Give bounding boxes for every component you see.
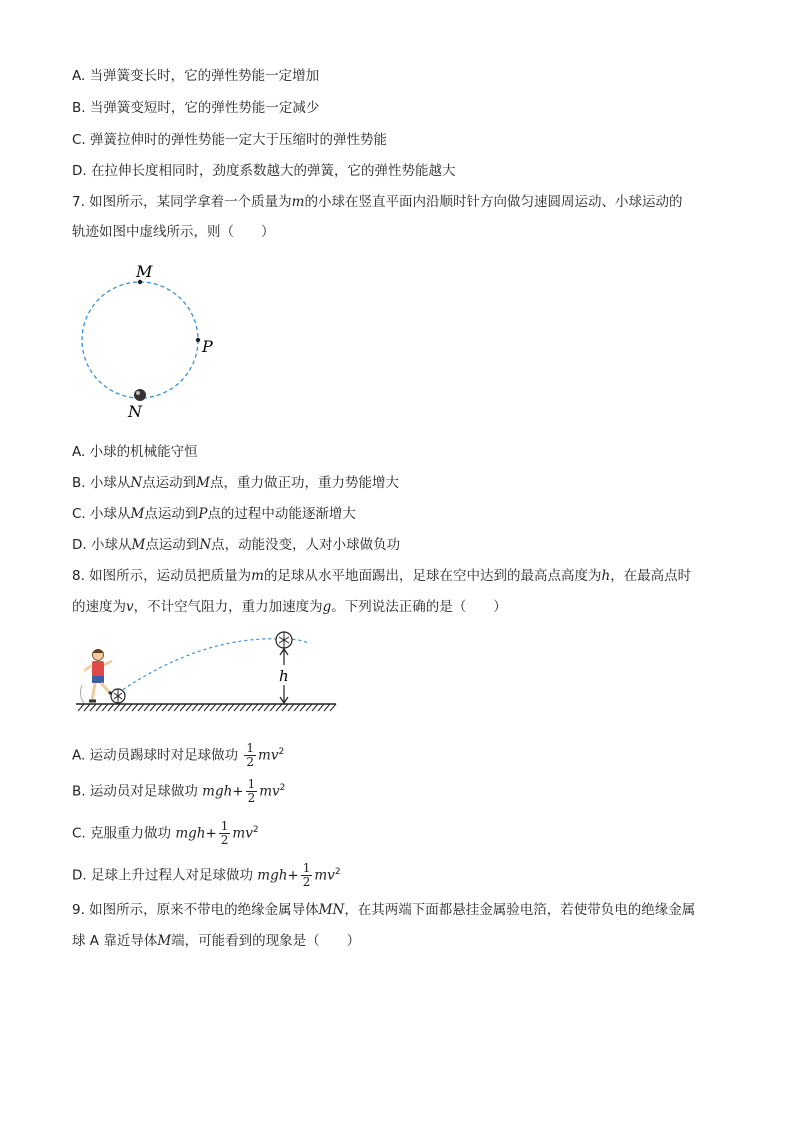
q6-option-a: A. 当弹簧变长时，它的弹性势能一定增加 xyxy=(72,68,320,84)
q8-stem-line2: 的速度为v，不计空气阻力，重力加速度为g。下列说法正确的是（ ） xyxy=(72,599,507,615)
ground-hatch xyxy=(78,704,336,711)
q7-option-c: C. 小球从M点运动到P点的过程中动能逐渐增大 xyxy=(72,506,356,522)
q6-option-d: D. 在拉伸长度相同时，劲度系数越大的弹簧，它的弹性势能越大 xyxy=(72,163,456,179)
label-p: P xyxy=(202,337,213,356)
ball-icon xyxy=(134,389,146,401)
football-top-icon xyxy=(276,632,292,648)
circle-path xyxy=(82,282,198,398)
q8-option-d: D. 足球上升过程人对足球做功 mgh+ $\frac{1}{2}$ $mv^2$ xyxy=(72,861,341,889)
q7-option-a: A. 小球的机械能守恒 xyxy=(72,444,198,460)
fraction-half: $\frac{1}{2}$ xyxy=(302,861,311,889)
q9-stem-line1: 9. 如图所示，原来不带电的绝缘金属导体MN，在其两端下面都悬挂金属验电箔，若使带负电的绝缘金属 xyxy=(72,902,696,918)
q7-stem-line1: 7. 如图所示，某同学拿着一个质量为m的小球在竖直平面内沿顺时针方向做匀速圆周运动、小球运动的 xyxy=(72,194,683,210)
q8-option-b: B. 运动员对足球做功 mgh+ $\frac{1}{2}$ $mv^2$ xyxy=(72,777,286,805)
q8-stem-line1: 8. 如图所示，运动员把质量为m的足球从水平地面踢出，足球在空中达到的最高点高度为h，在最高点时 xyxy=(72,568,692,584)
q9-stem-line2: 球 A 靠近导体M端，可能看到的现象是（ ） xyxy=(72,933,361,949)
q6-option-b: B. 当弹簧变短时，它的弹性势能一定减少 xyxy=(72,100,320,116)
player-icon xyxy=(80,649,114,703)
football-ground-icon xyxy=(111,689,125,703)
fraction-half: $\frac{1}{2}$ xyxy=(220,819,229,847)
fraction-half: $\frac{1}{2}$ xyxy=(246,741,255,769)
label-n: N xyxy=(128,402,142,421)
q8-option-c: C. 克服重力做功 mgh+ $\frac{1}{2}$ $mv^2$ xyxy=(72,819,259,847)
q7-circle-figure xyxy=(70,255,230,425)
label-m: M xyxy=(136,262,153,281)
q6-option-c: C. 弹簧拉伸时的弹性势能一定大于压缩时的弹性势能 xyxy=(72,132,388,148)
fraction-half: $\frac{1}{2}$ xyxy=(247,777,256,805)
label-h: h xyxy=(279,667,289,685)
q8-football-figure xyxy=(72,625,342,720)
point-p-dot xyxy=(196,338,200,342)
q7-option-b: B. 小球从N点运动到M点，重力做正功，重力势能增大 xyxy=(72,475,399,491)
q7-stem-line2: 轨迹如图中虚线所示，则（ ） xyxy=(72,224,275,240)
q7-option-d: D. 小球从M点运动到N点，动能没变，人对小球做负功 xyxy=(72,537,401,553)
q8-option-a: A. 运动员踢球时对足球做功 $\frac{1}{2}$ $mv^2$ xyxy=(72,741,285,769)
ball-highlight xyxy=(136,391,140,395)
